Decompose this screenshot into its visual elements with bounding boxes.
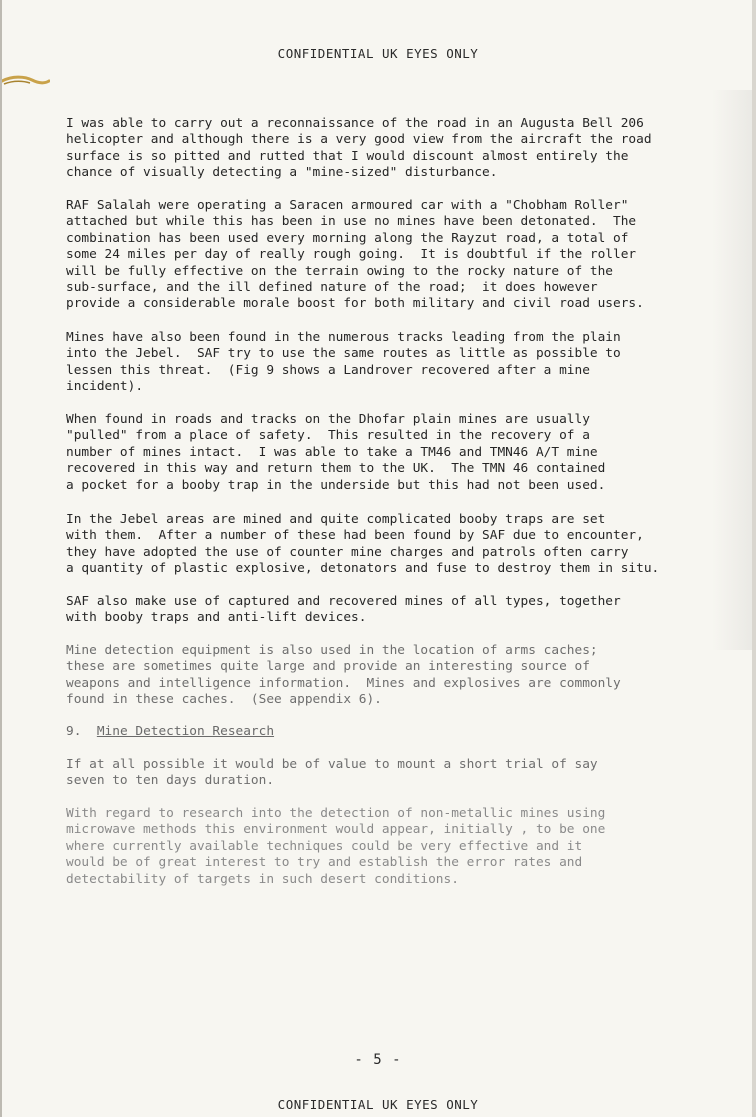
paragraph-chobham-roller bbox=[66, 198, 706, 313]
paragraph-dhofar-plain bbox=[66, 412, 706, 494]
text-line: "pulled" from a place of safety. This resulted in the recovery of a bbox=[66, 428, 590, 444]
paragraph-reconnaissance bbox=[66, 116, 706, 182]
text-line: where currently available techniques could be very effective and it bbox=[66, 838, 583, 854]
text-line: chance of visually detecting a "mine-sized" disturbance. bbox=[66, 165, 498, 181]
text-line: sub-surface, and the ill defined nature of the road; it does however bbox=[66, 280, 598, 296]
text-line: will be fully effective on the terrain owing to the rocky nature of the bbox=[66, 263, 614, 279]
text-line: helicopter and although there is a very good view from the aircraft the road bbox=[66, 132, 652, 148]
text-line: With regard to research into the detection of non-metallic mines using bbox=[66, 806, 606, 821]
text-line: they have adopted the use of counter mine charges and patrols often carry bbox=[66, 544, 629, 560]
section-number: 9. bbox=[66, 724, 82, 739]
binding-string bbox=[2, 72, 50, 90]
text-line: a pocket for a booby trap in the underside but this had not been used. bbox=[66, 477, 606, 493]
text-line: surface is so pitted and rutted that I would discount almost entirely the bbox=[66, 148, 629, 164]
text-line: a quantity of plastic explosive, detonators and fuse to destroy them in situ. bbox=[66, 561, 660, 577]
text-line: lessen this threat. (Fig 9 shows a Landrover recovered after a mine bbox=[66, 362, 590, 378]
text-line: RAF Salalah were operating a Saracen armoured car with a "Chobham Roller" bbox=[66, 198, 629, 213]
text-line: seven to ten days duration. bbox=[66, 773, 275, 789]
text-line: detectability of targets in such desert conditions. bbox=[66, 871, 459, 887]
page-number: - 5 - bbox=[354, 1052, 402, 1068]
paragraph-short-trial bbox=[66, 757, 706, 790]
text-line: these are sometimes quite large and provide an interesting source of bbox=[66, 659, 590, 675]
text-line: recovered in this way and return them to the UK. The TMN 46 contained bbox=[66, 461, 606, 477]
section-title: Mine Detection Research bbox=[96, 724, 275, 739]
paragraph-booby-traps bbox=[66, 512, 706, 578]
section-heading bbox=[66, 724, 274, 739]
text-line: combination has been used every morning along the Rayzut road, a total of bbox=[66, 230, 629, 246]
text-line: When found in roads and tracks on the Dhofar plain mines are usually bbox=[66, 412, 590, 427]
paragraph-jebel-tracks bbox=[66, 330, 706, 396]
text-line: incident). bbox=[66, 379, 144, 395]
text-line: would be of great interest to try and establish the error rates and bbox=[66, 855, 583, 871]
text-line: In the Jebel areas are mined and quite complicated booby traps are set bbox=[66, 512, 606, 527]
show-through-shadow bbox=[712, 90, 752, 650]
text-line: provide a considerable morale boost for both military and civil road users. bbox=[66, 296, 644, 312]
text-line: into the Jebel. SAF try to use the same routes as little as possible to bbox=[66, 346, 621, 362]
text-line: If at all possible it would be of value to mount a short trial of say bbox=[66, 757, 598, 772]
text-line: weapons and intelligence information. Mines and explosives are commonly bbox=[66, 675, 621, 691]
text-line: SAF also make use of captured and recovered mines of all types, together bbox=[66, 594, 621, 609]
text-line: found in these caches. (See appendix 6). bbox=[66, 692, 382, 708]
confidential-footer: CONFIDENTIAL UK EYES ONLY bbox=[277, 1097, 479, 1112]
text-line: Mine detection equipment is also used in the location of arms caches; bbox=[66, 643, 598, 658]
text-line: I was able to carry out a reconnaissance of the road in an Augusta Bell 206 bbox=[66, 116, 644, 131]
paragraph-captured-mines bbox=[66, 594, 706, 627]
text-line: Mines have also been found in the numerous tracks leading from the plain bbox=[66, 330, 621, 345]
text-line: number of mines intact. I was able to take a TM46 and TMN46 A/T mine bbox=[66, 444, 598, 460]
paragraph-arms-caches bbox=[66, 643, 706, 709]
text-line: microwave methods this environment would appear, initially , to be one bbox=[66, 822, 606, 838]
paragraph-microwave-research bbox=[66, 806, 706, 888]
text-line: with them. After a number of these had been found by SAF due to encounter, bbox=[66, 528, 644, 544]
text-line: attached but while this has been in use no mines have been detonated. The bbox=[66, 214, 637, 230]
text-line: with booby traps and anti-lift devices. bbox=[66, 610, 367, 626]
confidential-header: CONFIDENTIAL UK EYES ONLY bbox=[277, 46, 479, 61]
text-line: some 24 miles per day of really rough going. It is doubtful if the roller bbox=[66, 247, 637, 263]
